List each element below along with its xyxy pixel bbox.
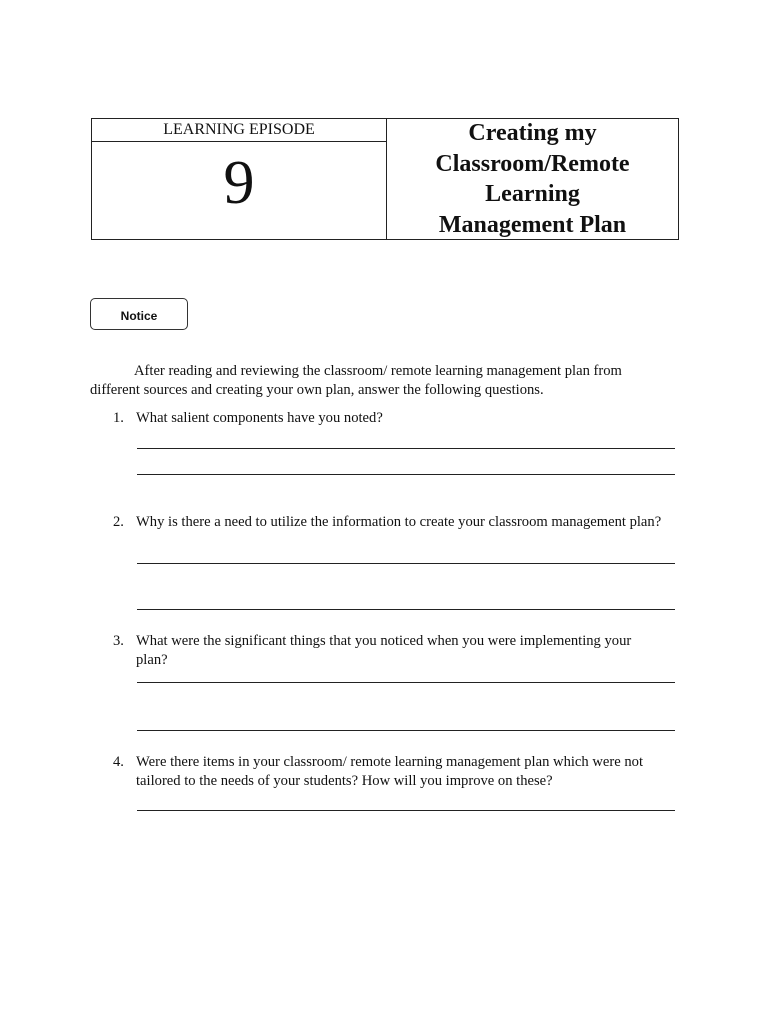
answer-line-1b[interactable] <box>137 474 675 475</box>
question-number: 1. <box>113 410 124 426</box>
episode-cell <box>92 119 387 239</box>
question-text: What salient components have you noted? <box>136 410 383 426</box>
question-2 <box>113 513 683 532</box>
answer-line-3a[interactable] <box>137 682 675 683</box>
question-3 <box>113 632 683 670</box>
answer-line-2b[interactable] <box>137 609 675 610</box>
answer-line-1a[interactable] <box>137 448 675 449</box>
episode-title: Creating my Classroom/Remote Learning Management Plan <box>435 120 630 238</box>
answer-line-3b[interactable] <box>137 730 675 731</box>
question-text: Why is there a need to utilize the information to create your classroom management plan? <box>136 514 662 530</box>
answer-line-2a[interactable] <box>137 563 675 564</box>
question-number: 4. <box>113 754 124 770</box>
question-1 <box>113 409 683 428</box>
answer-line-4a[interactable] <box>137 810 675 811</box>
episode-label: LEARNING EPISODE <box>92 119 386 142</box>
episode-header-table <box>91 118 679 240</box>
question-4 <box>113 753 683 791</box>
episode-number: 9 <box>223 149 255 217</box>
intro-paragraph: After reading and reviewing the classroom/ remote learning management plan from different sources and creating your own plan, answer the following questions. <box>90 363 622 398</box>
question-text: Were there items in your classroom/ remote learning management plan which were not tailored to the needs of your students? How will you improve on these? <box>136 754 643 789</box>
notice-box: Notice <box>90 298 188 330</box>
question-text: What were the significant things that you noticed when you were implementing your plan? <box>136 633 632 668</box>
question-number: 3. <box>113 633 124 649</box>
question-number: 2. <box>113 514 124 530</box>
